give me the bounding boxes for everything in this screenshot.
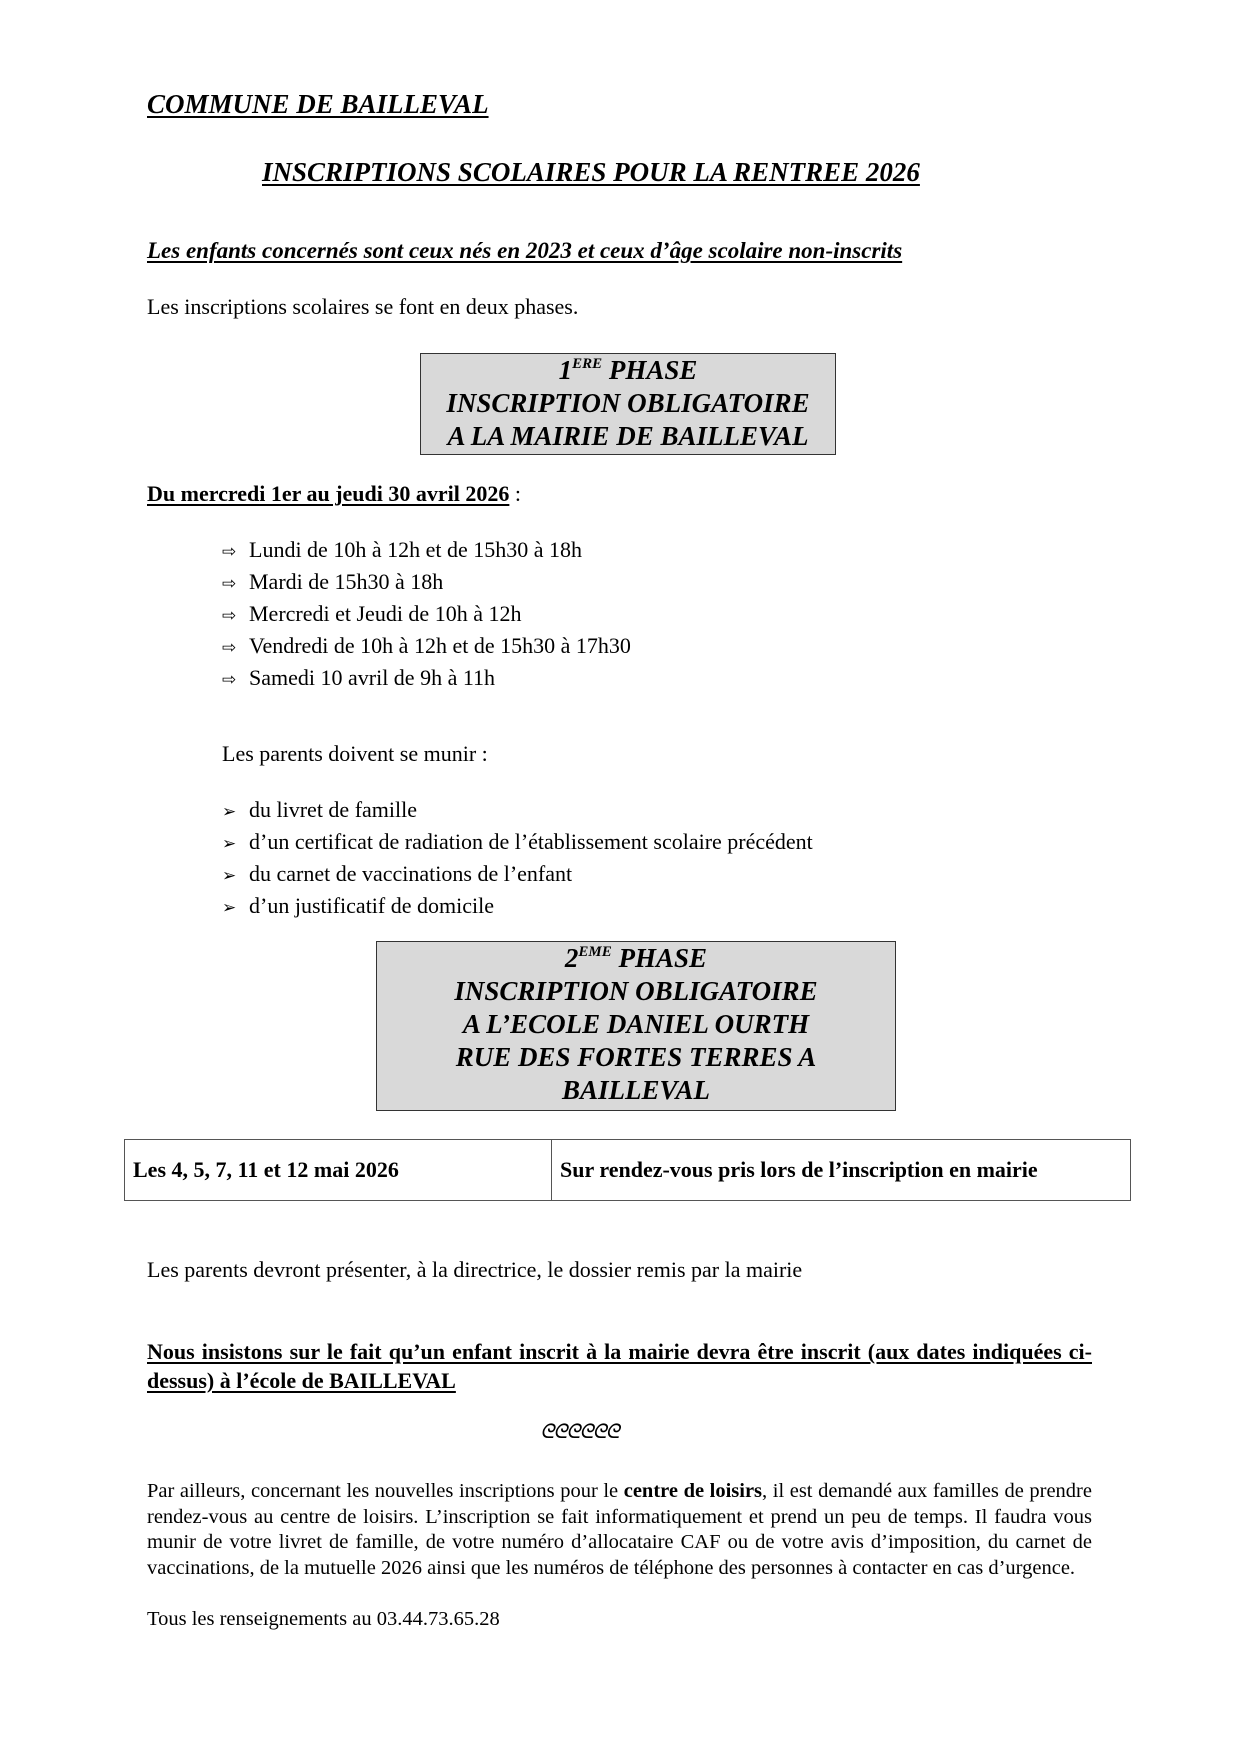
list-item [222, 827, 813, 859]
arrowhead-bullet-icon: ➢ [222, 834, 237, 854]
leisure-text-end: , il est demandé aux familles de prendre rendez-vous au centre de loisirs. L’inscription se fait informatiquement et prend un peu de temps. Il faudra vous munir de votre livret de famille, de votre numéro d’allocataire CAF ou de votre avis d’imposition, du carnet de vaccinations, de la mutuelle 2026 ainsi que les numéros de téléphone des personnes à contacter en cas d’urgence. [147, 1480, 1092, 1579]
concerned-children-note: Les enfants concernés sont ceux nés en 2023 et ceux d’âge scolaire non-inscrits [147, 238, 903, 263]
arrow-right-icon: ⇨ [222, 542, 237, 562]
phase1-period-dates: Du mercredi 1er au jeudi 30 avril 2026 [147, 481, 510, 506]
phase1-heading [421, 354, 835, 387]
document-text: du carnet de vaccinations de l’enfant [249, 861, 573, 886]
phase1-ordinal: ERE [572, 356, 603, 372]
document-text: d’un certificat de radiation de l’établissement scolaire précédent [249, 829, 813, 854]
arrowhead-bullet-icon: ➢ [222, 866, 237, 886]
arrow-right-icon: ⇨ [222, 638, 237, 658]
phase2-box [376, 941, 896, 1111]
list-item [222, 567, 631, 599]
leisure-text-start: Par ailleurs, concernant les nouvelles inscriptions pour le [147, 1480, 624, 1502]
phase1-line3: A LA MAIRIE DE BAILLEVAL [447, 421, 809, 451]
list-item [222, 535, 631, 567]
document-text: du livret de famille [249, 797, 417, 822]
list-item [222, 795, 813, 827]
contact-phone: Tous les renseignements au 03.44.73.65.28 [147, 1608, 500, 1630]
phase2-line3: A L’ECOLE DANIEL OURTH [462, 1009, 810, 1039]
table-row [125, 1140, 1131, 1201]
arrow-right-icon: ⇨ [222, 606, 237, 626]
arrow-right-icon: ⇨ [222, 670, 237, 690]
list-item [222, 663, 631, 695]
intro-text: Les inscriptions scolaires se font en deux phases. [147, 294, 579, 319]
phase1-period [147, 481, 521, 507]
list-item [222, 891, 813, 923]
phase1-number: 1 [558, 355, 573, 385]
phase2-dates-cell: Les 4, 5, 7, 11 et 12 mai 2026 [125, 1140, 552, 1201]
phase2-number: 2 [564, 943, 579, 973]
list-item [222, 631, 631, 663]
document-text: d’un justificatif de domicile [249, 893, 494, 918]
ornament-divider: ᘓᘓᘓᘓᘓᘓ [540, 1421, 619, 1443]
phase2-label: PHASE [618, 943, 708, 973]
arrowhead-bullet-icon: ➢ [222, 802, 237, 822]
phase1-line2: INSCRIPTION OBLIGATOIRE [446, 388, 810, 418]
document-title: INSCRIPTIONS SCOLAIRES POUR LA RENTREE 2026 [262, 157, 920, 187]
phase2-line4: RUE DES FORTES TERRES A [455, 1042, 817, 1072]
arrow-right-icon: ⇨ [222, 574, 237, 594]
phase2-line5: BAILLEVAL [561, 1075, 711, 1105]
phase2-dates-table [124, 1139, 1131, 1201]
leisure-centre-emphasis: centre de loisirs [623, 1480, 763, 1502]
phase2-heading [377, 942, 895, 975]
insist-notice: Nous insistons sur le fait qu’un enfant inscrit à la mairie devra être inscrit (aux dates indiquées ci-dessus) à l’école de BAILLEVAL [147, 1339, 1092, 1393]
hours-text: Samedi 10 avril de 9h à 11h [249, 665, 496, 690]
phase2-ordinal: EME [578, 944, 612, 960]
hours-text: Mardi de 15h30 à 18h [249, 569, 444, 594]
hours-text: Vendredi de 10h à 12h et de 15h30 à 17h30 [249, 633, 631, 658]
phase1-label: PHASE [608, 355, 698, 385]
opening-hours-list [222, 535, 631, 695]
list-item [222, 599, 631, 631]
phase2-line2: INSCRIPTION OBLIGATOIRE [454, 976, 818, 1006]
phase1-period-colon: : [509, 481, 521, 506]
hours-text: Lundi de 10h à 12h et de 15h30 à 18h [249, 537, 582, 562]
phase1-box [420, 353, 836, 455]
leisure-centre-paragraph [147, 1479, 1092, 1581]
required-documents-list [222, 795, 813, 923]
documents-intro: Les parents doivent se munir : [222, 741, 488, 766]
arrowhead-bullet-icon: ➢ [222, 898, 237, 918]
present-dossier-note: Les parents devront présenter, à la directrice, le dossier remis par la mairie [147, 1257, 803, 1282]
phase2-appointment-cell: Sur rendez-vous pris lors de l’inscription en mairie [552, 1140, 1131, 1201]
list-item [222, 859, 813, 891]
hours-text: Mercredi et Jeudi de 10h à 12h [249, 601, 522, 626]
commune-heading: COMMUNE DE BAILLEVAL [147, 89, 489, 119]
